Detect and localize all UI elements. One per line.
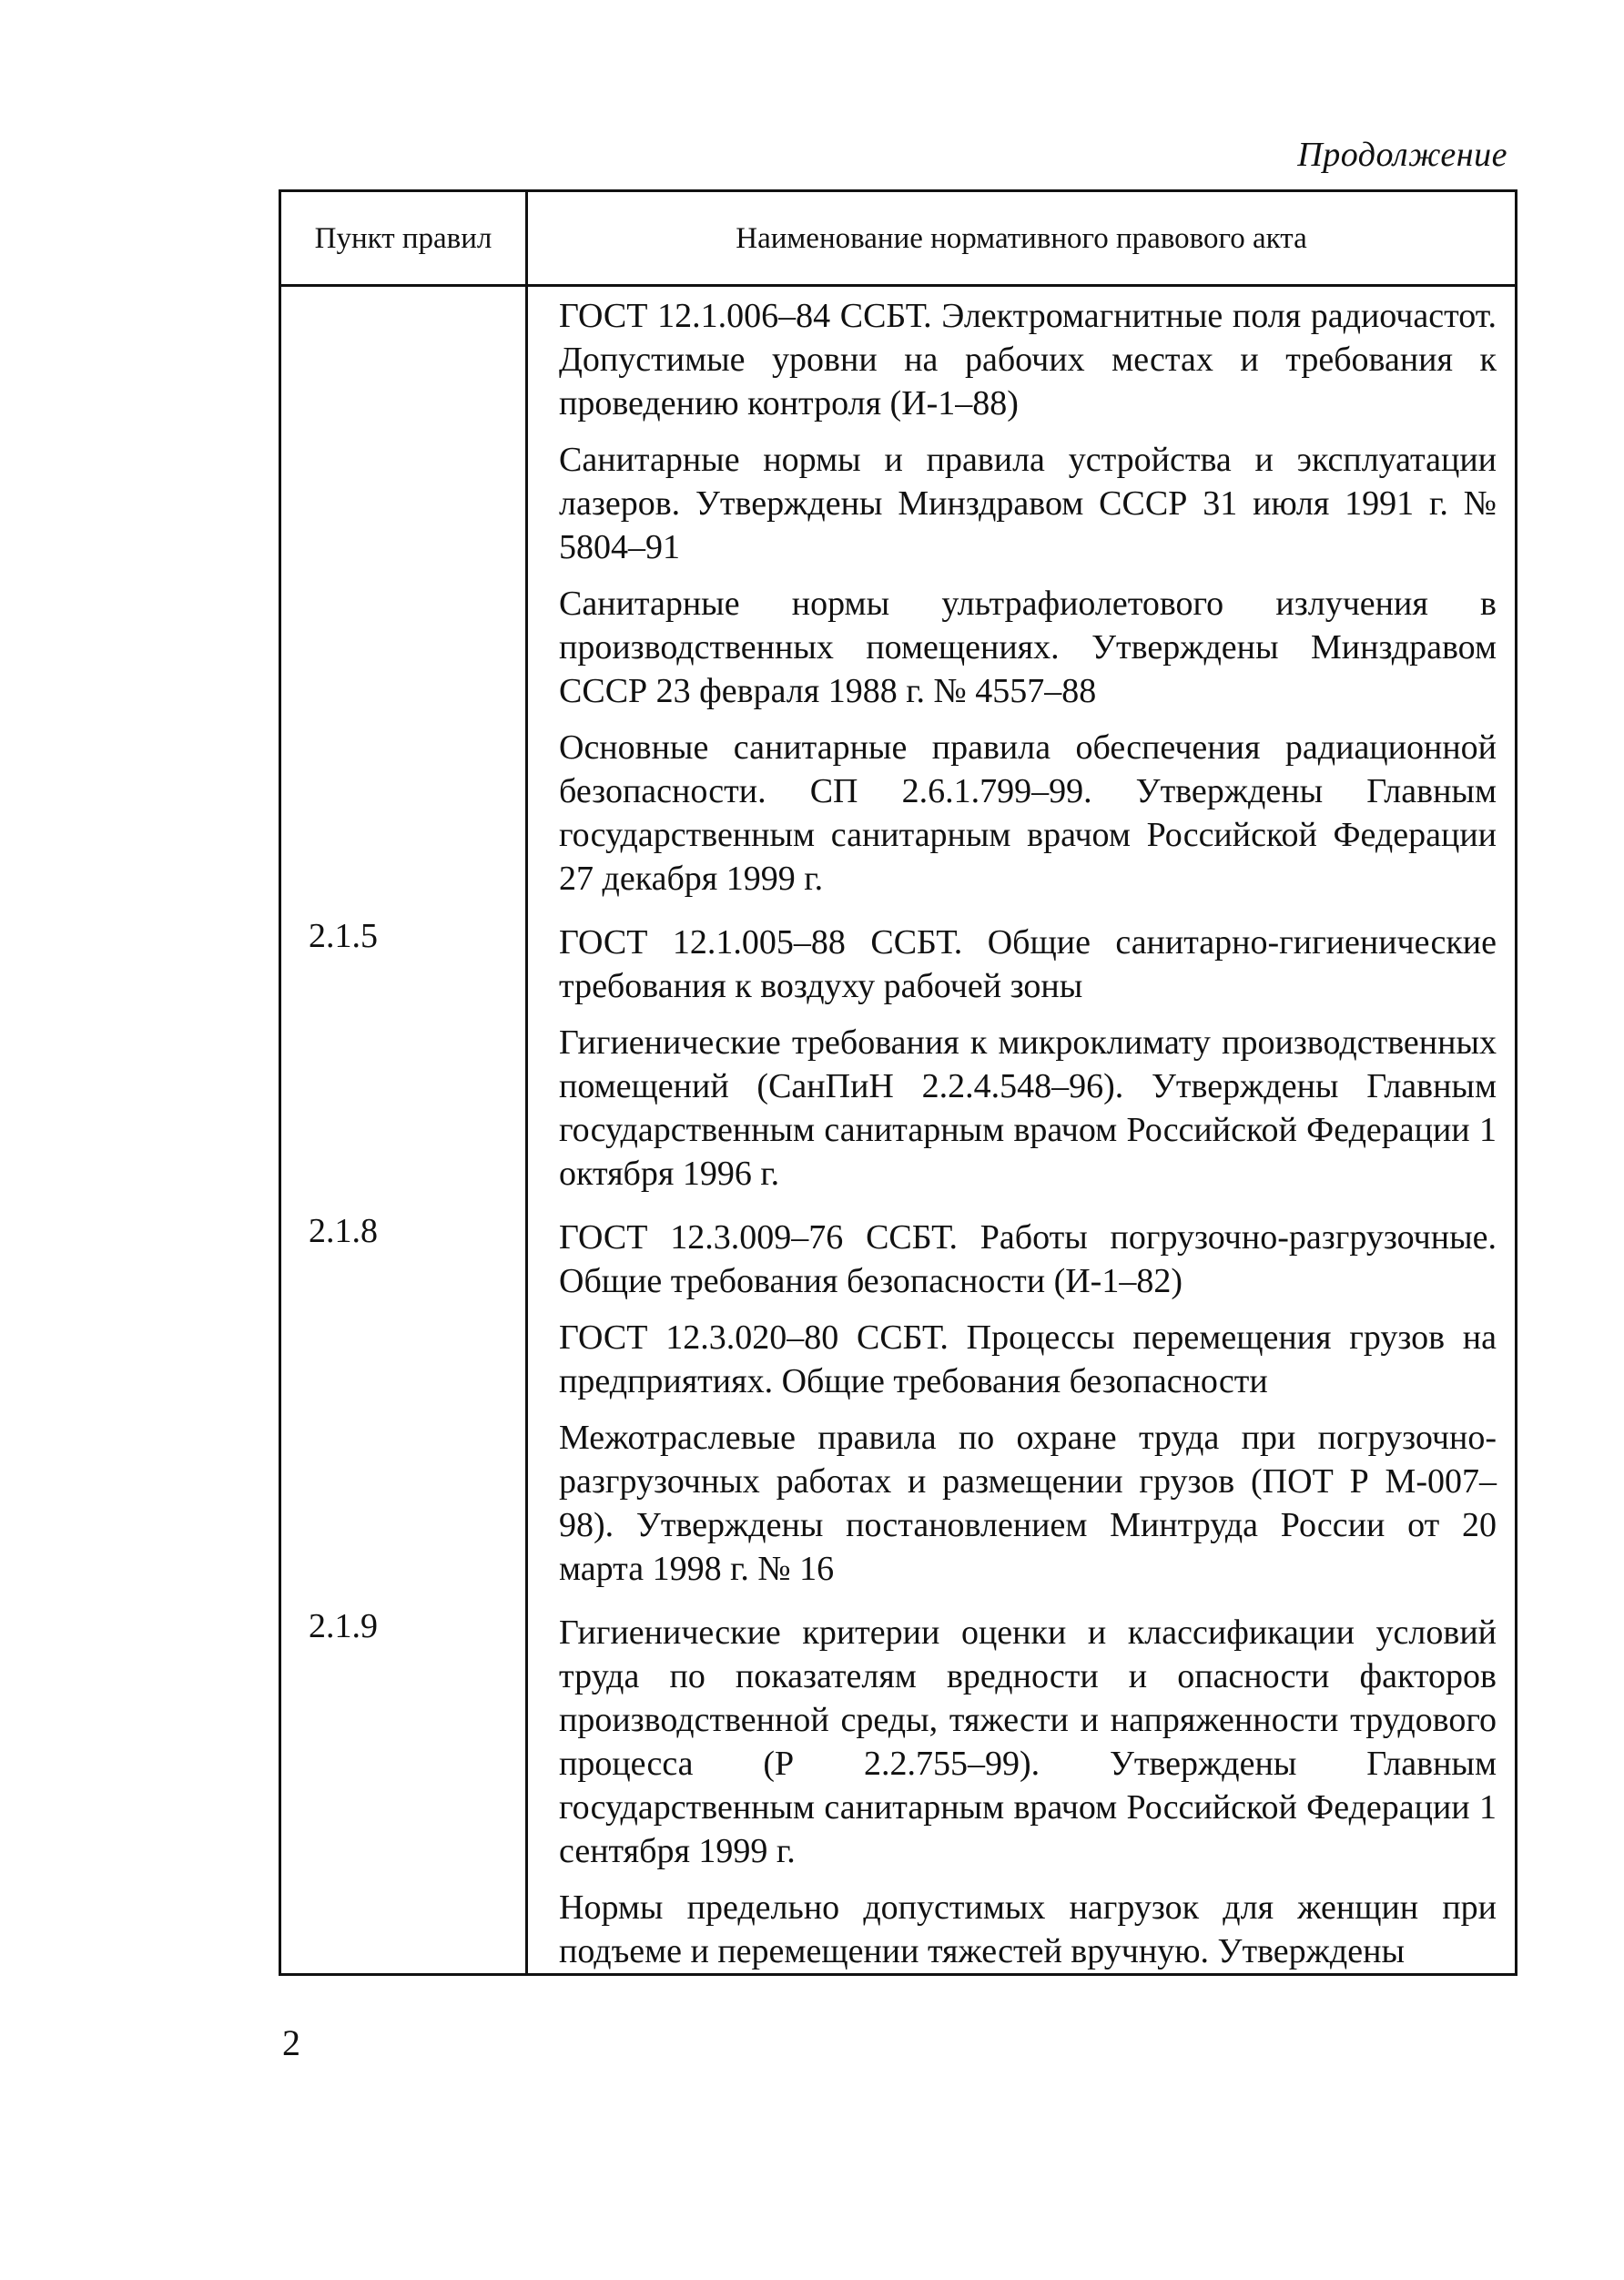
- table-header: [280, 191, 1517, 286]
- act-entry: Санитарные нормы ультрафиолетового излучения в производственных помещениях. Утверждены Минздравом СССР 23 февраля 1988 г. № 4557–88: [559, 585, 1497, 710]
- act-entry: Межотраслевые правила по охране труда при погрузочно-разгрузочных работах и размещении грузов (ПОТ Р М-007–98). Утверждены постановлением Минтруда России от 20 марта 1998 г. № 16: [559, 1419, 1497, 1588]
- table-body: [280, 286, 1517, 1975]
- table-row: [280, 913, 1517, 1208]
- act-entry: Санитарные нормы и правила устройства и эксплуатации лазеров. Утверждены Минздравом СССР 31 июля 1991 г. № 5804–91: [559, 441, 1497, 566]
- continuation-label: Продолжение: [1297, 136, 1507, 174]
- header-clause: Пункт правил: [280, 191, 527, 286]
- acts-cell: [527, 286, 1517, 914]
- act-entry: ГОСТ 12.1.005–88 ССБТ. Общие санитарно-гигиенические требования к воздуху рабочей зоны: [559, 923, 1497, 1005]
- act-entry: ГОСТ 12.3.009–76 ССБТ. Работы погрузочно-разгрузочные. Общие требования безопасности (И-1–82): [559, 1218, 1497, 1300]
- regulations-table: [279, 189, 1517, 1976]
- table-row: [280, 286, 1517, 914]
- acts-cell: [527, 1208, 1517, 1603]
- clause-cell: 2.1.8: [280, 1208, 527, 1603]
- act-entry: ГОСТ 12.1.006–84 ССБТ. Электромагнитные поля радиочастот. Допустимые уровни на рабочих местах и требования к проведению контроля (И-1–88): [559, 297, 1497, 422]
- act-entry: ГОСТ 12.3.020–80 ССБТ. Процессы перемещения грузов на предприятиях. Общие требования безопасности: [559, 1318, 1497, 1400]
- table-row: [280, 1208, 1517, 1603]
- clause-cell: [280, 286, 527, 914]
- clause-cell: 2.1.5: [280, 913, 527, 1208]
- act-entry: Гигиенические критерии оценки и классификации условий труда по показателям вредности и опасности факторов производственной среды, тяжести и напряженности трудового процесса (Р 2.2.755–99). Утверждены Главным государственным санитарным врачом Российской Федерации 1 сентября 1999 г.: [559, 1613, 1497, 1870]
- acts-cell: [527, 1603, 1517, 1975]
- act-entry: Гигиенические требования к микроклимату производственных помещений (СанПиН 2.2.4.548–96). Утверждены Главным государственным санитарным врачом Российской Федерации 1 октября 1996 г.: [559, 1023, 1497, 1193]
- table-row: [280, 1603, 1517, 1975]
- acts-cell: [527, 913, 1517, 1208]
- header-act: Наименование нормативного правового акта: [527, 191, 1517, 286]
- clause-cell: 2.1.9: [280, 1603, 527, 1975]
- act-entry: Основные санитарные правила обеспечения радиационной безопасности. СП 2.6.1.799–99. Утверждены Главным государственным санитарным врачом Российской Федерации 27 декабря 1999 г.: [559, 728, 1497, 898]
- page-number: 2: [282, 2022, 300, 2063]
- act-entry: Нормы предельно допустимых нагрузок для женщин при подъеме и перемещении тяжестей вручную. Утверждены: [559, 1888, 1497, 1970]
